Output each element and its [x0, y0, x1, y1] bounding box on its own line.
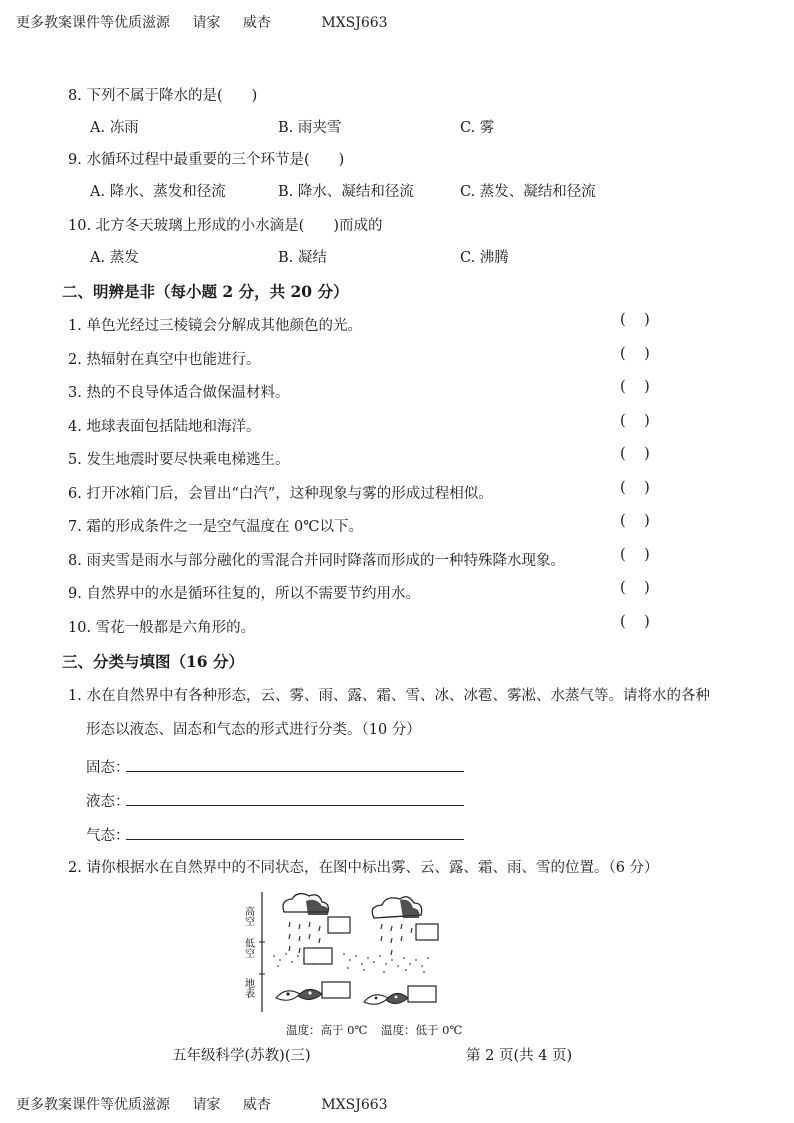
true-false-item: 8. 雨夹雪是雨水与部分融化的雪混合并同时降落而形成的一种特殊降水现象。	[68, 553, 565, 569]
liquid-answer-line[interactable]	[126, 804, 464, 806]
classify-question-line-2: 形态以液态、固态和气态的形式进行分类。（10 分）	[86, 722, 421, 738]
banner-text-3: 威杏	[242, 15, 271, 31]
mc-question-9: 9. 水循环过程中最重要的三个环节是( )	[68, 152, 345, 168]
diagram-caption	[286, 1022, 472, 1038]
answer-parentheses[interactable]: ( )	[620, 614, 650, 630]
fog-dots-icon	[273, 953, 429, 973]
answer-parentheses[interactable]: ( )	[620, 547, 650, 563]
solid-answer-line[interactable]	[126, 770, 464, 772]
classify-question-line-1: 1. 水在自然界中有各种形态，云、雾、雨、露、霜、雪、冰、冰雹、雾凇、水蒸气等。请将水的各种	[68, 688, 710, 704]
answer-parentheses[interactable]: ( )	[620, 580, 650, 596]
answer-parentheses[interactable]: ( )	[620, 480, 650, 496]
axis-label-high: 高空	[242, 906, 254, 926]
banner-code: MXSJ663	[321, 1097, 388, 1113]
true-false-item: 4. 地球表面包括陆地和海洋。	[68, 419, 261, 435]
banner-code: MXSJ663	[321, 15, 388, 31]
true-false-item: 9. 自然界中的水是循环往复的，所以不需要节约用水。	[68, 586, 420, 602]
mc-9-option-a: A. 降水、蒸发和径流	[90, 184, 226, 200]
true-false-item: 5. 发生地震时要尽快乘电梯逃生。	[68, 452, 290, 468]
mc-9-option-b: B. 降水、凝结和径流	[278, 184, 414, 200]
leaf-dew-icon	[276, 989, 322, 1000]
mc-question-8: 8. 下列不属于降水的是( )	[68, 88, 258, 104]
answer-parentheses[interactable]: ( )	[620, 346, 650, 362]
mc-9-option-c: C. 蒸发、凝结和径流	[460, 184, 596, 200]
answer-box-3[interactable]	[304, 948, 332, 964]
bottom-banner	[16, 1094, 406, 1114]
banner-text-1: 更多教案课件等优质滋源	[16, 1097, 170, 1113]
mc-8-option-c: C. 雾	[460, 120, 495, 136]
mc-10-option-a: A. 蒸发	[90, 250, 139, 266]
banner-text-3: 威杏	[242, 1097, 271, 1113]
true-false-item: 10. 雪花一般都是六角形的。	[68, 620, 256, 636]
answer-box-4[interactable]	[322, 982, 350, 998]
section-2-title: 二、明辨是非（每小题 2 分，共 20 分）	[62, 282, 349, 301]
answer-parentheses[interactable]: ( )	[620, 446, 650, 462]
section-3-title: 三、分类与填图（16 分）	[62, 652, 244, 671]
answer-box-2[interactable]	[416, 924, 438, 940]
answer-box-5[interactable]	[408, 986, 436, 1002]
answer-parentheses[interactable]: ( )	[620, 379, 650, 395]
mc-question-10: 10. 北方冬天玻璃上形成的小水滴是( )而成的	[68, 218, 383, 234]
axis-label-ground: 地表	[242, 978, 254, 998]
gas-answer-line[interactable]	[126, 838, 464, 840]
banner-text-2: 请家	[192, 15, 221, 31]
top-banner	[16, 12, 406, 32]
answer-box-1[interactable]	[328, 917, 350, 933]
caption-above-zero: 温度：高于 0℃	[286, 1023, 368, 1037]
mc-10-option-c: C. 沸腾	[460, 250, 509, 266]
footer-page-number: 第 2 页(共 4 页)	[466, 1048, 573, 1064]
diagram-question: 2. 请你根据水在自然界中的不同状态，在图中标出雾、云、露、霜、雨、雪的位置。（6 分）	[68, 860, 659, 876]
banner-text-2: 请家	[192, 1097, 221, 1113]
solid-label: 固态：	[86, 760, 130, 776]
true-false-item: 2. 热辐射在真空中也能进行。	[68, 352, 261, 368]
true-false-item: 6. 打开冰箱门后，会冒出“白汽”，这种现象与雾的形成过程相似。	[68, 486, 493, 502]
axis-label-low: 低空	[242, 938, 254, 958]
mc-8-option-b: B. 雨夹雪	[278, 120, 342, 136]
true-false-item: 3. 热的不良导体适合做保温材料。	[68, 385, 290, 401]
banner-text-1: 更多教案课件等优质滋源	[16, 15, 170, 31]
answer-parentheses[interactable]: ( )	[620, 413, 650, 429]
true-false-item: 1. 单色光经过三棱镜会分解成其他颜色的光。	[68, 318, 362, 334]
footer-subject: 五年级科学(苏教)(三)	[172, 1048, 311, 1064]
leaf-frost-icon	[364, 993, 408, 1004]
answer-parentheses[interactable]: ( )	[620, 513, 650, 529]
water-states-diagram	[244, 890, 454, 1018]
liquid-label: 液态：	[86, 794, 130, 810]
mc-10-option-b: B. 凝结	[278, 250, 327, 266]
answer-parentheses[interactable]: ( )	[620, 312, 650, 328]
snow-right-icon	[381, 924, 412, 955]
caption-below-zero: 温度：低于 0℃	[381, 1023, 463, 1037]
true-false-item: 7. 霜的形成条件之一是空气温度在 0℃以下。	[68, 519, 363, 535]
gas-label: 气态：	[86, 828, 130, 844]
mc-8-option-a: A. 冻雨	[90, 120, 139, 136]
